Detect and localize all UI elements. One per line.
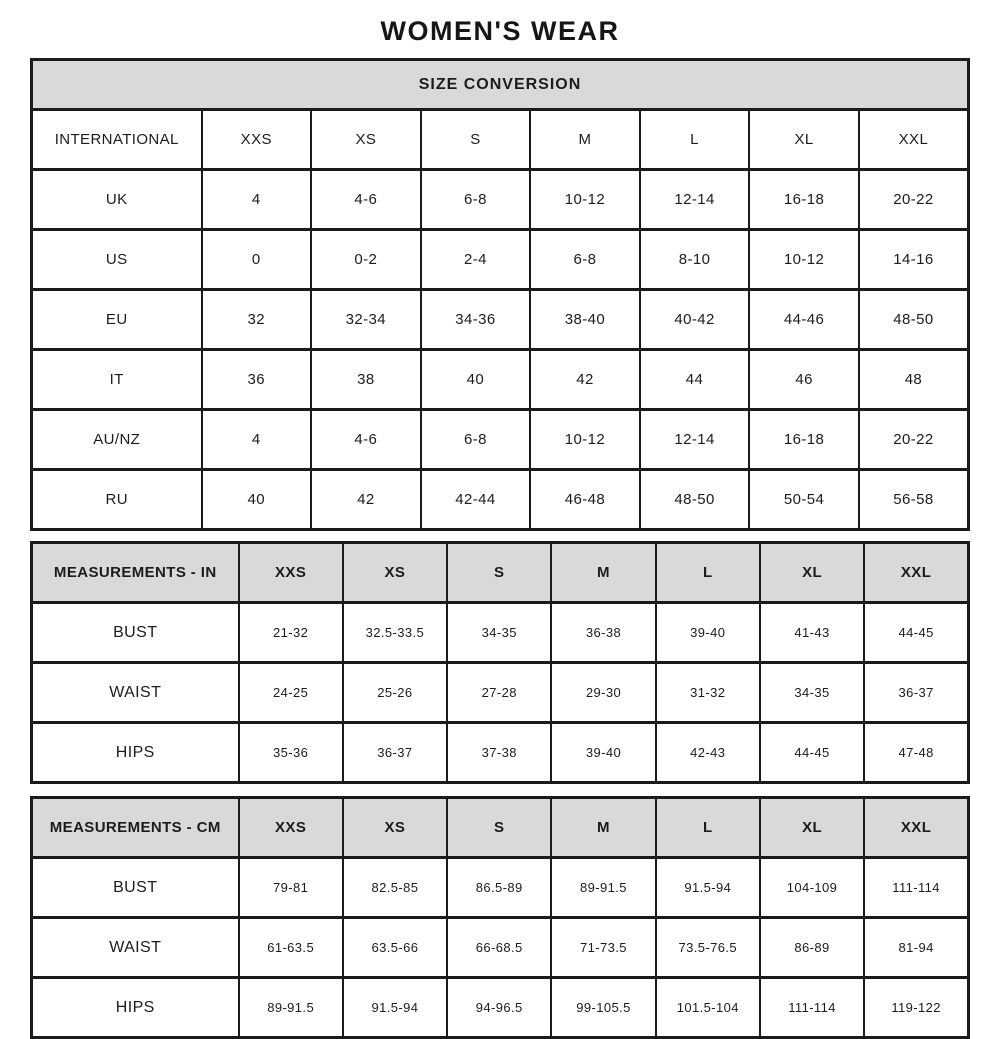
measurements-cm-title: MEASUREMENTS - CM	[32, 798, 239, 858]
table-row-ru	[32, 470, 969, 530]
column-header-l: L	[640, 110, 750, 170]
table-cell: 40	[202, 470, 312, 530]
row-label: UK	[32, 170, 202, 230]
size-conversion-title-row	[32, 60, 969, 110]
table-cell: 16-18	[749, 170, 859, 230]
table-cell: 66-68.5	[447, 918, 551, 978]
table-row-bust	[32, 858, 969, 918]
column-header-l: L	[656, 798, 760, 858]
table-cell: 2-4	[421, 230, 531, 290]
table-cell: 12-14	[640, 170, 750, 230]
size-conversion-columns-row	[32, 110, 969, 170]
measurements-cm-table	[30, 796, 970, 1039]
table-row-waist	[32, 663, 969, 723]
table-cell: 8-10	[640, 230, 750, 290]
table-cell: 40-42	[640, 290, 750, 350]
table-cell: 56-58	[859, 470, 969, 530]
table-cell: 42	[311, 470, 421, 530]
table-row-eu	[32, 290, 969, 350]
column-header-s: S	[447, 798, 551, 858]
table-cell: 61-63.5	[239, 918, 343, 978]
table-cell: 10-12	[749, 230, 859, 290]
table-cell: 38	[311, 350, 421, 410]
row-label: US	[32, 230, 202, 290]
table-cell: 14-16	[859, 230, 969, 290]
table-row-waist	[32, 918, 969, 978]
measurements-in-table	[30, 541, 970, 784]
table-cell: 71-73.5	[551, 918, 655, 978]
table-cell: 0-2	[311, 230, 421, 290]
column-header-xxs: XXS	[239, 543, 343, 603]
table-cell: 4	[202, 170, 312, 230]
row-label: EU	[32, 290, 202, 350]
table-cell: 35-36	[239, 723, 343, 783]
column-header-m: M	[551, 798, 655, 858]
column-header-m: M	[551, 543, 655, 603]
table-row-it	[32, 350, 969, 410]
measurements-in-title: MEASUREMENTS - IN	[32, 543, 239, 603]
column-header-xxs: XXS	[239, 798, 343, 858]
table-cell: 32	[202, 290, 312, 350]
table-cell: 34-35	[447, 603, 551, 663]
table-cell: 42-43	[656, 723, 760, 783]
row-label: RU	[32, 470, 202, 530]
table-cell: 34-36	[421, 290, 531, 350]
measurements-in-columns-row	[32, 543, 969, 603]
table-cell: 42-44	[421, 470, 531, 530]
table-cell: 31-32	[656, 663, 760, 723]
table-cell: 38-40	[530, 290, 640, 350]
row-label: HIPS	[32, 978, 239, 1038]
column-header-xxs: XXS	[202, 110, 312, 170]
column-header-xs: XS	[343, 543, 447, 603]
table-cell: 32.5-33.5	[343, 603, 447, 663]
table-row-uk	[32, 170, 969, 230]
table-cell: 48	[859, 350, 969, 410]
table-cell: 46-48	[530, 470, 640, 530]
table-row-au-nz	[32, 410, 969, 470]
table-cell: 4-6	[311, 410, 421, 470]
table-cell: 25-26	[343, 663, 447, 723]
row-label: WAIST	[32, 918, 239, 978]
table-row-us	[32, 230, 969, 290]
column-header-xxl: XXL	[864, 543, 968, 603]
column-header-xxl: XXL	[864, 798, 968, 858]
row-label: IT	[32, 350, 202, 410]
table-cell: 104-109	[760, 858, 864, 918]
row-label: BUST	[32, 603, 239, 663]
table-cell: 37-38	[447, 723, 551, 783]
table-cell: 29-30	[551, 663, 655, 723]
table-cell: 89-91.5	[239, 978, 343, 1038]
table-cell: 63.5-66	[343, 918, 447, 978]
column-header-xxl: XXL	[859, 110, 969, 170]
size-conversion-table	[30, 58, 970, 531]
table-cell: 6-8	[421, 170, 531, 230]
page-title: WOMEN'S WEAR	[380, 16, 620, 46]
table-cell: 0	[202, 230, 312, 290]
table-cell: 21-32	[239, 603, 343, 663]
table-cell: 91.5-94	[656, 858, 760, 918]
row-label: WAIST	[32, 663, 239, 723]
size-conversion-title: SIZE CONVERSION	[32, 60, 969, 110]
column-header-m: M	[530, 110, 640, 170]
table-cell: 81-94	[864, 918, 968, 978]
measurements-cm-columns-row	[32, 798, 969, 858]
table-cell: 46	[749, 350, 859, 410]
table-cell: 6-8	[421, 410, 531, 470]
column-header-xl: XL	[760, 798, 864, 858]
table-cell: 44-45	[760, 723, 864, 783]
table-cell: 40	[421, 350, 531, 410]
table-cell: 10-12	[530, 410, 640, 470]
table-cell: 50-54	[749, 470, 859, 530]
table-cell: 119-122	[864, 978, 968, 1038]
table-cell: 36-37	[864, 663, 968, 723]
table-cell: 20-22	[859, 170, 969, 230]
size-conversion-body	[32, 170, 969, 530]
table-cell: 44-45	[864, 603, 968, 663]
table-cell: 91.5-94	[343, 978, 447, 1038]
table-cell: 36	[202, 350, 312, 410]
row-label: AU/NZ	[32, 410, 202, 470]
table-cell: 73.5-76.5	[656, 918, 760, 978]
table-cell: 101.5-104	[656, 978, 760, 1038]
measurements-cm-header	[32, 798, 969, 858]
table-cell: 4	[202, 410, 312, 470]
table-cell: 111-114	[760, 978, 864, 1038]
table-row-hips	[32, 978, 969, 1038]
table-cell: 44	[640, 350, 750, 410]
column-header-s: S	[421, 110, 531, 170]
table-cell: 48-50	[859, 290, 969, 350]
row-label: HIPS	[32, 723, 239, 783]
table-cell: 34-35	[760, 663, 864, 723]
table-cell: 42	[530, 350, 640, 410]
measurements-in-header	[32, 543, 969, 603]
column-header-xs: XS	[311, 110, 421, 170]
table-cell: 94-96.5	[447, 978, 551, 1038]
column-header-l: L	[656, 543, 760, 603]
row-label: BUST	[32, 858, 239, 918]
table-row-bust	[32, 603, 969, 663]
table-cell: 4-6	[311, 170, 421, 230]
table-cell: 27-28	[447, 663, 551, 723]
column-header-international: INTERNATIONAL	[32, 110, 202, 170]
column-header-s: S	[447, 543, 551, 603]
table-cell: 32-34	[311, 290, 421, 350]
table-cell: 39-40	[656, 603, 760, 663]
table-cell: 36-37	[343, 723, 447, 783]
table-cell: 39-40	[551, 723, 655, 783]
size-conversion-header	[32, 60, 969, 170]
table-cell: 24-25	[239, 663, 343, 723]
table-cell: 36-38	[551, 603, 655, 663]
table-cell: 16-18	[749, 410, 859, 470]
table-cell: 86-89	[760, 918, 864, 978]
table-cell: 48-50	[640, 470, 750, 530]
table-cell: 12-14	[640, 410, 750, 470]
table-cell: 6-8	[530, 230, 640, 290]
measurements-in-body	[32, 603, 969, 783]
column-header-xl: XL	[760, 543, 864, 603]
measurements-cm-body	[32, 858, 969, 1038]
table-cell: 89-91.5	[551, 858, 655, 918]
table-cell: 99-105.5	[551, 978, 655, 1038]
table-cell: 47-48	[864, 723, 968, 783]
table-cell: 111-114	[864, 858, 968, 918]
table-cell: 41-43	[760, 603, 864, 663]
table-cell: 44-46	[749, 290, 859, 350]
column-header-xs: XS	[343, 798, 447, 858]
table-cell: 86.5-89	[447, 858, 551, 918]
table-cell: 82.5-85	[343, 858, 447, 918]
column-header-xl: XL	[749, 110, 859, 170]
table-cell: 10-12	[530, 170, 640, 230]
table-cell: 79-81	[239, 858, 343, 918]
table-row-hips	[32, 723, 969, 783]
table-cell: 20-22	[859, 410, 969, 470]
